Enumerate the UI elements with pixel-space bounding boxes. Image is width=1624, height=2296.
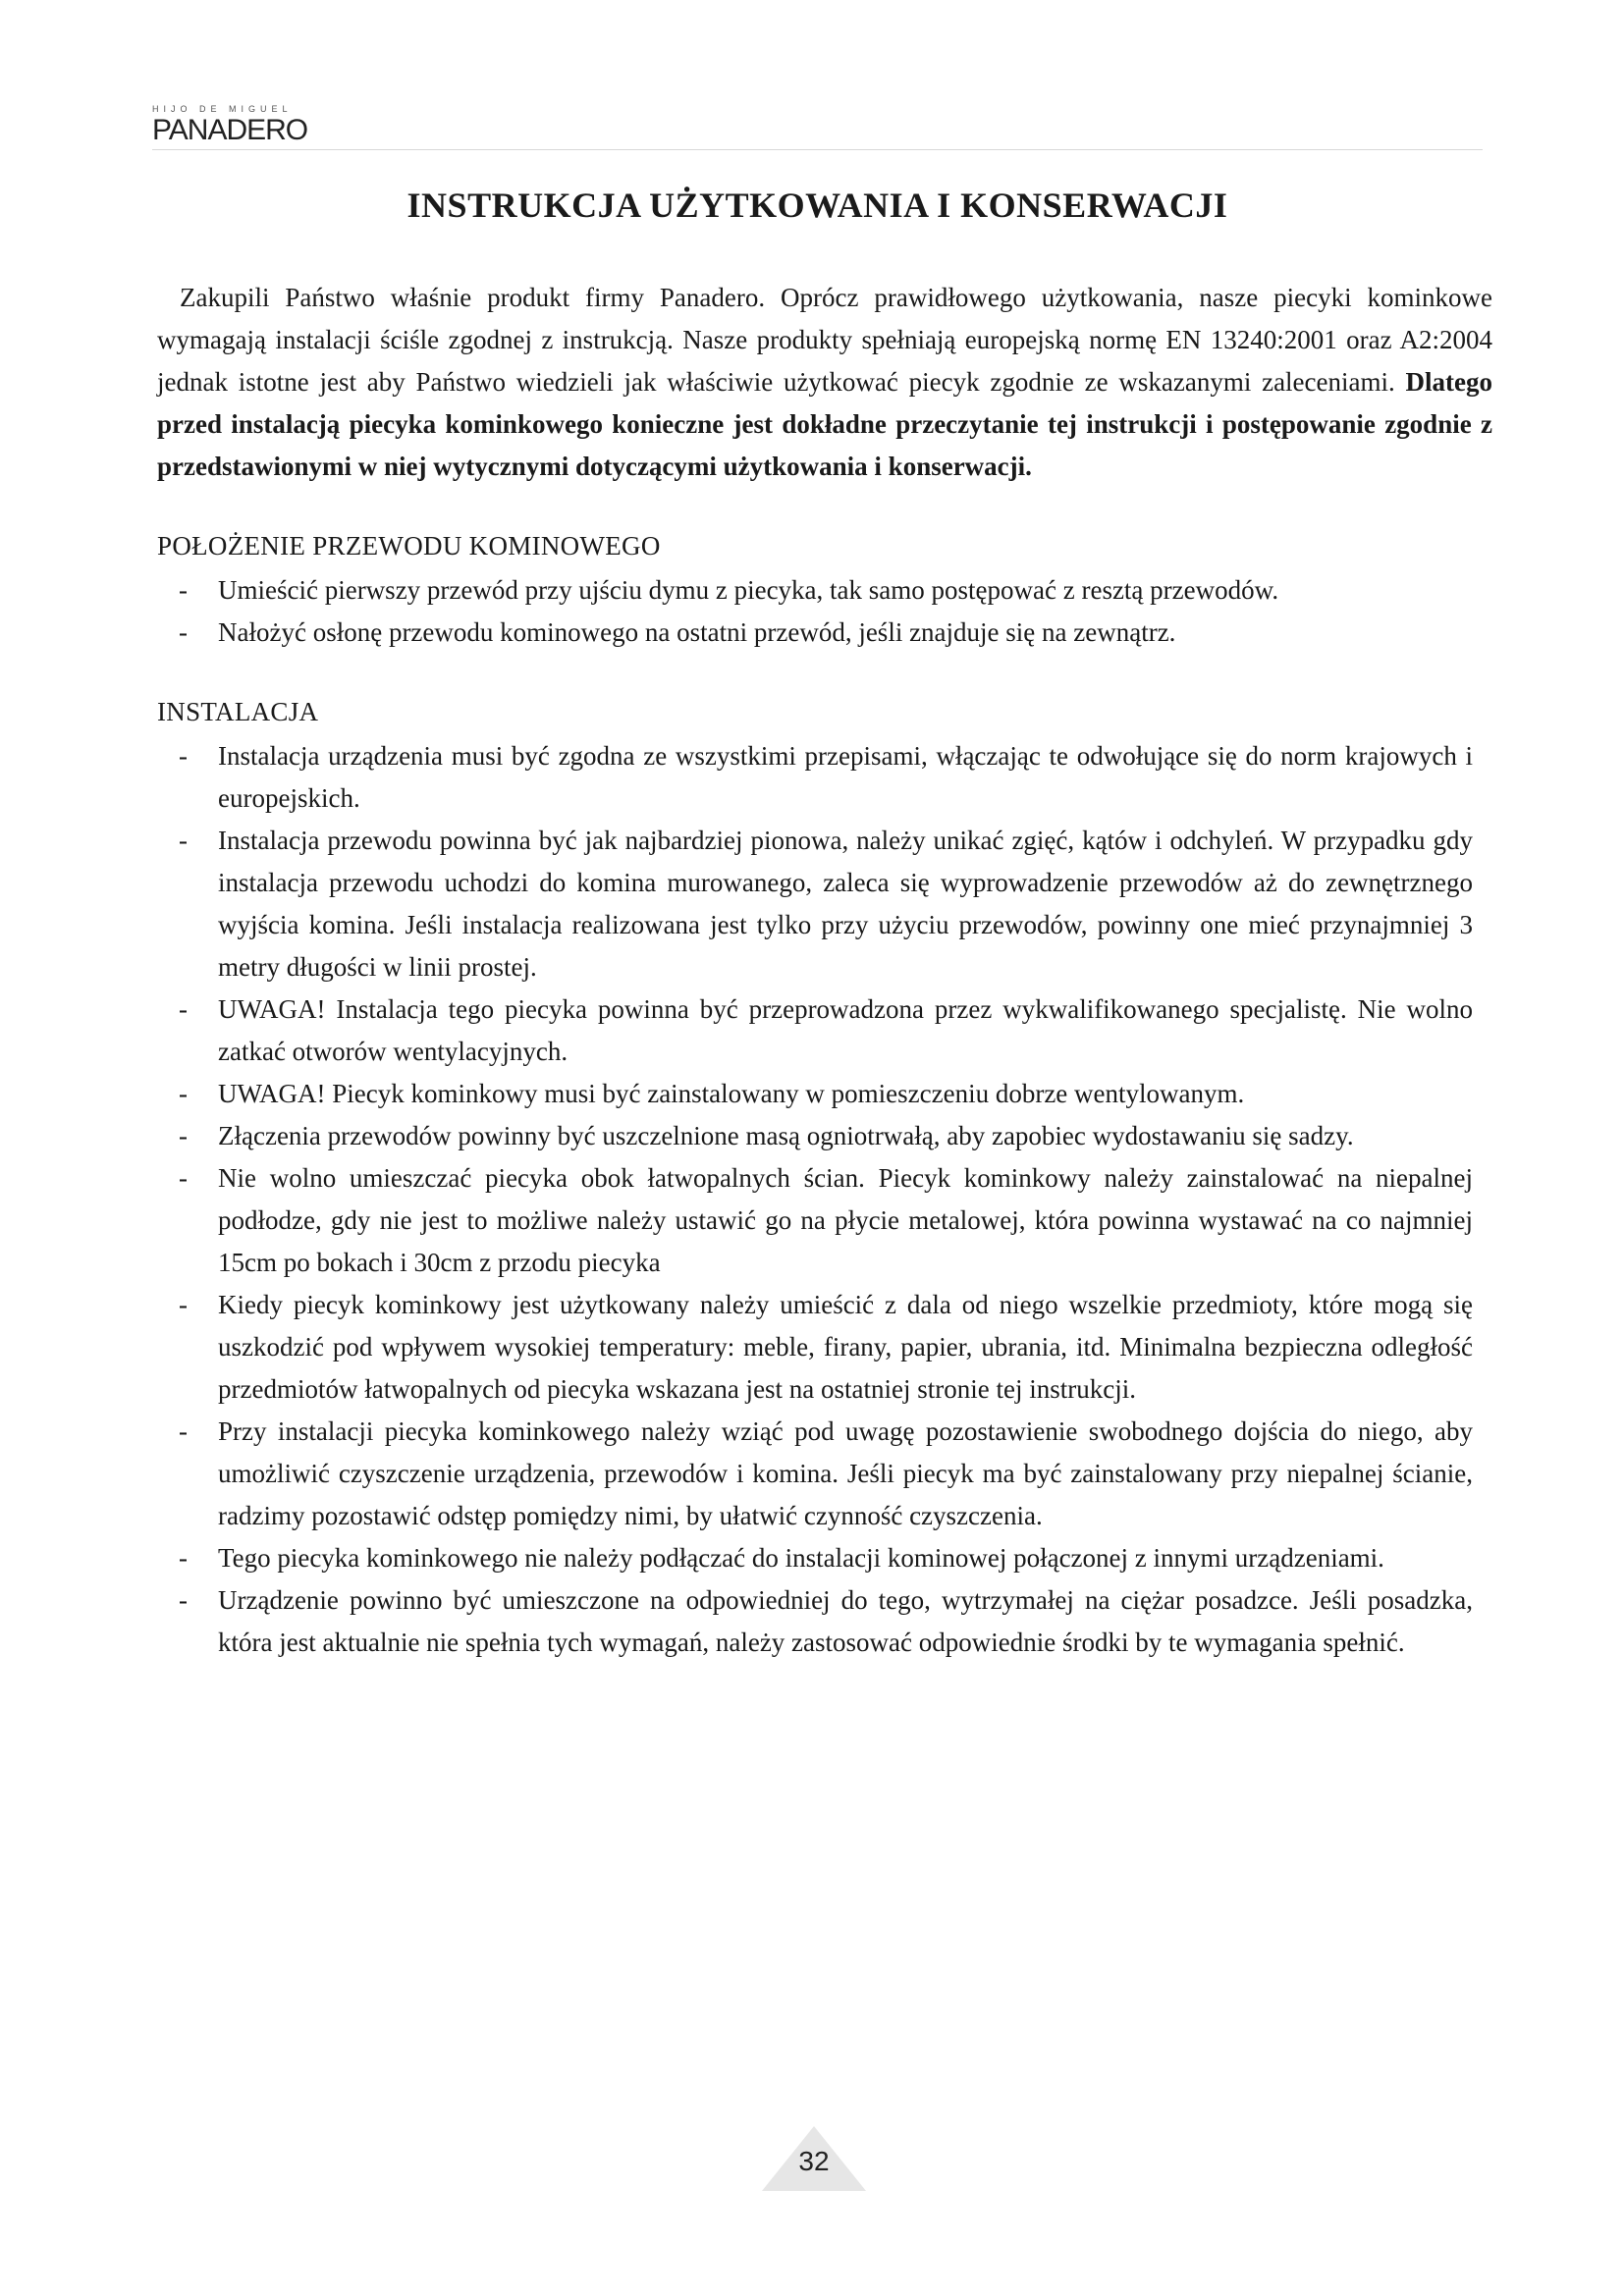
- bullet-dash: -: [179, 1543, 188, 1573]
- bullet-list: [157, 735, 1492, 1664]
- section-installation: [157, 654, 1492, 1664]
- bullet-dash: -: [179, 994, 188, 1024]
- list-item: [179, 735, 1492, 820]
- bullet-dash: -: [179, 1585, 188, 1615]
- bullet-dash: -: [179, 741, 188, 771]
- bullet-dash: -: [179, 1163, 188, 1193]
- main-content: [157, 277, 1492, 1664]
- list-item-text: Kiedy piecyk kominkowy jest użytkowany należy umieścić z dala od niego wszelkie przedmioty, które mogą się uszkodzić pod wpływem wysokiej temperatury: meble, firany, papier, ubrania, itd. Minimalna bezpieczna odległość przedmiotów łatwopalnych od piecyka wskazana jest na ostatniej stronie tej instrukcji.: [218, 1290, 1473, 1404]
- list-item: [179, 820, 1492, 988]
- page-number: 32: [798, 2146, 830, 2176]
- list-item-text: Nie wolno umieszczać piecyka obok łatwopalnych ścian. Piecyk kominkowy należy zainstalować na niepalnej podłodze, gdy nie jest to możliwe należy ustawić go na płycie metalowej, która powinna wystawać na co najmniej 15cm po bokach i 30cm z przodu piecyka: [218, 1163, 1473, 1277]
- bullet-dash: -: [179, 1121, 188, 1150]
- list-item-text: Przy instalacji piecyka kominkowego należy wziąć pod uwagę pozostawienie swobodnego dojścia do niego, aby umożliwić czyszczenie urządzenia, przewodów i komina. Jeśli piecyk ma być zainstalowany przy niepalnej ścianie, radzimy pozostawić odstęp pomiędzy nimi, by ułatwić czynność czyszczenia.: [218, 1416, 1473, 1530]
- list-item: [179, 1411, 1492, 1537]
- bullet-list: [157, 569, 1492, 654]
- intro-text: Zakupili Państwo właśnie produkt firmy Panadero. Oprócz prawidłowego użytkowania, nasze piecyki kominkowe wymagają instalacji ściśle zgodnej z instrukcją. Nasze produkty spełniają europejską normę EN 13240:2001 oraz A2:2004 jednak istotne jest aby Państwo wiedzieli jak właściwie użytkować piecyk zgodnie ze wskazanymi zaleceniami.: [157, 283, 1492, 397]
- bullet-dash: -: [179, 1416, 188, 1446]
- intro-bold-text: Dlatego przed instalacją piecyka kominkowego konieczne jest dokładne przeczytanie tej instrukcji i postępowanie zgodnie z przedstawionymi w niej wytycznymi dotyczącymi użytkowania i konserwacji.: [157, 367, 1492, 481]
- list-item-text: UWAGA! Instalacja tego piecyka powinna być przeprowadzona przez wykwalifikowanego specjalistę. Nie wolno zatkać otworów wentylacyjnych.: [218, 994, 1473, 1066]
- page-title: INSTRUKCJA UŻYTKOWANIA I KONSERWACJI: [406, 186, 1228, 225]
- list-item: [179, 1537, 1492, 1579]
- list-item: [179, 988, 1492, 1073]
- logo-tagline: HIJO DE MIGUEL: [152, 104, 293, 114]
- bullet-dash: -: [179, 1079, 188, 1108]
- section-chimney: [157, 488, 1492, 654]
- list-item-text: Umieścić pierwszy przewód przy ujściu dymu z piecyka, tak samo postępować z resztą przewodów.: [218, 575, 1279, 605]
- page-header: [152, 98, 1483, 150]
- list-item-text: UWAGA! Piecyk kominkowy musi być zainstalowany w pomieszczeniu dobrze wentylowanym.: [218, 1079, 1245, 1108]
- bullet-dash: -: [179, 575, 188, 605]
- list-item-text: Złączenia przewodów powinny być uszczelnione masą ogniotrwałą, aby zapobiec wydostawaniu się sadzy.: [218, 1121, 1354, 1150]
- list-item: [179, 1157, 1492, 1284]
- logo: PANADERO: [152, 114, 308, 146]
- section-title: POŁOŻENIE PRZEWODU KOMINOWEGO: [157, 531, 661, 561]
- page-number-marker: [760, 2124, 868, 2193]
- bullet-dash: -: [179, 617, 188, 647]
- list-item-text: Instalacja przewodu powinna być jak najbardziej pionowa, należy unikać zgięć, kątów i odchyleń. W przypadku gdy instalacja przewodu uchodzi do komina murowanego, zaleca się wyprowadzenie przewodów aż do zewnętrznego wyjścia komina. Jeśli instalacja realizowana jest tylko przy użyciu przewodów, powinny one mieć przynajmniej 3 metry długości w linii prostej.: [218, 826, 1473, 982]
- list-item: [179, 612, 1492, 654]
- intro-paragraph: [157, 277, 1492, 488]
- list-item: [179, 1115, 1492, 1157]
- section-title: INSTALACJA: [157, 697, 319, 726]
- list-item: [179, 1579, 1492, 1664]
- list-item: [179, 1284, 1492, 1411]
- list-item-text: Nałożyć osłonę przewodu kominowego na ostatni przewód, jeśli znajduje się na zewnątrz.: [218, 617, 1176, 647]
- list-item-text: Urządzenie powinno być umieszczone na odpowiedniej do tego, wytrzymałej na ciężar posadzce. Jeśli posadzka, która jest aktualnie nie spełnia tych wymagań, należy zastosować odpowiednie środki by te wymagania spełnić.: [218, 1585, 1473, 1657]
- bullet-dash: -: [179, 826, 188, 855]
- list-item-text: Instalacja urządzenia musi być zgodna ze wszystkimi przepisami, włączając te odwołujące się do norm krajowych i europejskich.: [218, 741, 1473, 813]
- list-item-text: Tego piecyka kominkowego nie należy podłączać do instalacji kominowej połączonej z innymi urządzeniami.: [218, 1543, 1384, 1573]
- list-item: [179, 569, 1492, 612]
- bullet-dash: -: [179, 1290, 188, 1319]
- list-item: [179, 1073, 1492, 1115]
